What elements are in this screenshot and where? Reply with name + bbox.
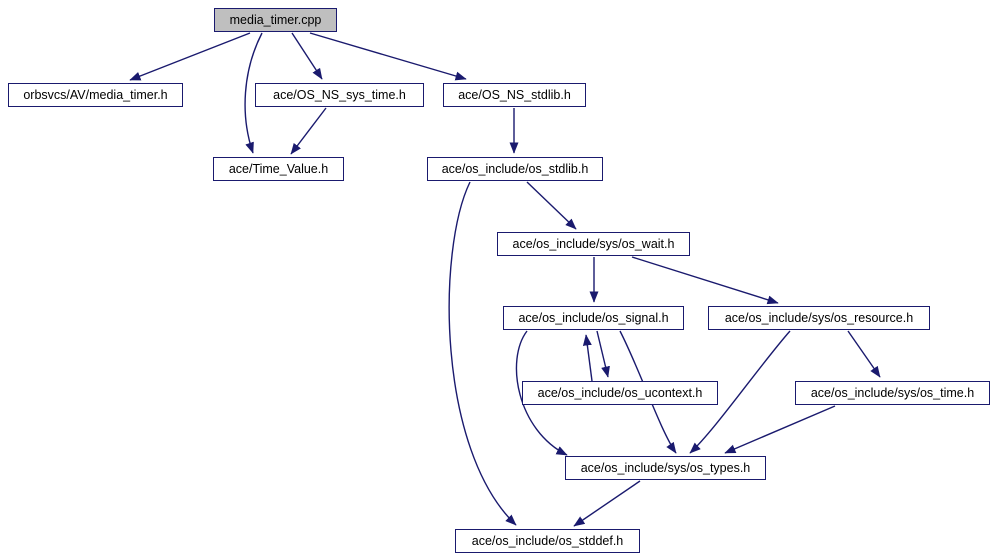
- graph-edge: [130, 33, 250, 80]
- graph-node[interactable]: ace/OS_NS_stdlib.h: [443, 83, 586, 107]
- graph-edge: [310, 33, 466, 79]
- graph-edge: [597, 331, 608, 377]
- graph-edge: [586, 335, 592, 381]
- graph-node[interactable]: ace/os_include/os_ucontext.h: [522, 381, 718, 405]
- graph-node[interactable]: ace/os_include/os_signal.h: [503, 306, 684, 330]
- graph-edge: [632, 257, 778, 303]
- graph-node[interactable]: ace/os_include/sys/os_resource.h: [708, 306, 930, 330]
- graph-node[interactable]: ace/os_include/os_stddef.h: [455, 529, 640, 553]
- graph-node[interactable]: ace/os_include/sys/os_time.h: [795, 381, 990, 405]
- graph-node[interactable]: orbsvcs/AV/media_timer.h: [8, 83, 183, 107]
- graph-node[interactable]: ace/OS_NS_sys_time.h: [255, 83, 424, 107]
- graph-edge: [291, 108, 326, 154]
- graph-edge: [725, 406, 835, 453]
- graph-edge: [292, 33, 322, 79]
- graph-node[interactable]: ace/os_include/sys/os_wait.h: [497, 232, 690, 256]
- graph-edge: [848, 331, 880, 377]
- graph-node[interactable]: ace/os_include/sys/os_types.h: [565, 456, 766, 480]
- graph-node[interactable]: ace/Time_Value.h: [213, 157, 344, 181]
- graph-edge: [527, 182, 576, 229]
- graph-edge: [574, 481, 640, 526]
- graph-node[interactable]: media_timer.cpp: [214, 8, 337, 32]
- graph-node[interactable]: ace/os_include/os_stdlib.h: [427, 157, 603, 181]
